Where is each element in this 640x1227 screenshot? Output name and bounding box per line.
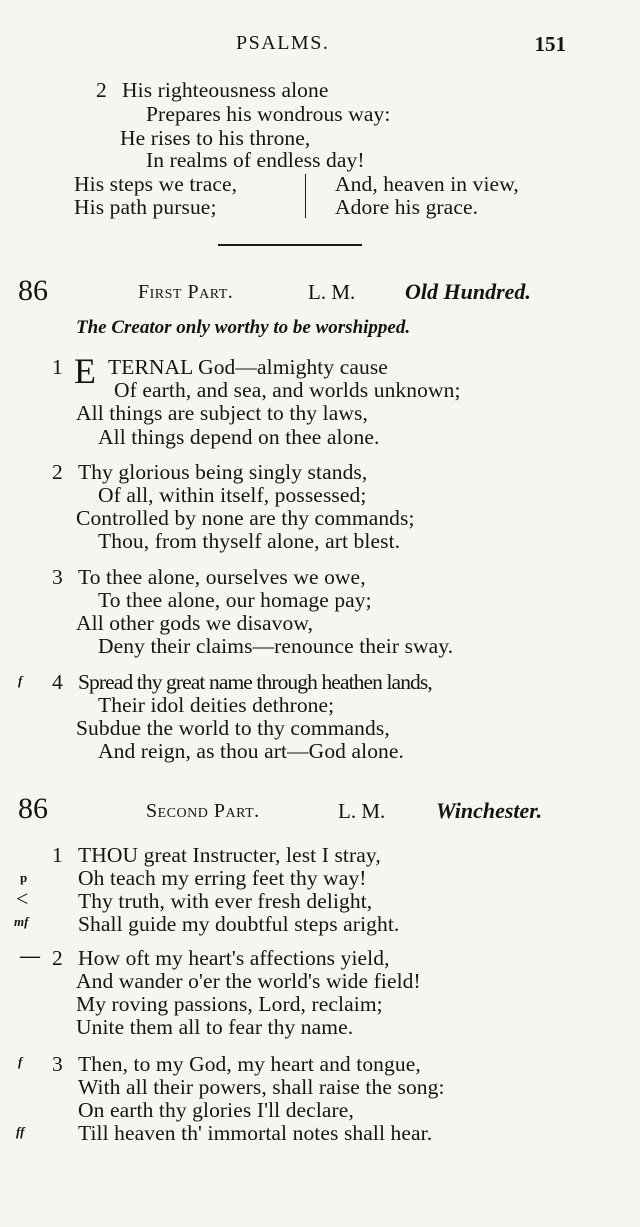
dynamic-mark: — [20,945,40,967]
dynamic-mark: f [18,1054,23,1069]
verse-line: All things are subject to thy laws, [76,401,368,425]
dynamic-mark: ff [16,1124,25,1139]
verse-line: All things depend on thee alone. [98,425,380,449]
stanza-number: 2 [52,460,63,484]
verse-line: My roving passions, Lord, reclaim; [76,992,383,1016]
stanza-number: 1 [52,843,63,867]
verse-line: With all their powers, shall raise the song: [78,1075,445,1099]
stanza-number: 3 [52,565,63,589]
verse-line: Of all, within itself, possessed; [98,483,367,507]
verse-line: He rises to his throne, [120,126,311,150]
verse-line: On earth thy glories I'll declare, [78,1098,354,1122]
stanza-number: 2 [96,78,107,102]
verse-line: Then, to my God, my heart and tongue, [78,1052,421,1076]
verse-line: To thee alone, ourselves we owe, [78,565,366,589]
verse-line: Unite them all to fear thy name. [76,1015,354,1039]
verse-line: Thy truth, with ever fresh delight, [78,889,373,913]
part-title: Second Part. [146,800,260,822]
verse-line: Prepares his wondrous way: [146,102,391,126]
verse-line: Deny their claims—renounce their sway. [98,634,454,658]
verse-line: Their idol deities dethrone; [98,693,335,717]
column-divider [305,174,306,218]
verse-line: Thou, from thyself alone, art blest. [98,529,401,553]
verse-line: Shall guide my doubtful steps aright. [78,912,400,936]
verse-line-left: His steps we trace, [74,172,238,196]
tune-name: Winchester. [436,798,543,823]
hymn-number: 86 [18,792,48,825]
verse-line: TERNAL God—almighty cause [108,355,388,379]
verse-line: Subdue the world to thy commands, [76,716,390,740]
hymn-number: 86 [18,274,48,307]
verse-line: Spread thy great name through heathen lands, [78,670,432,694]
verse-line-right: And, heaven in view, [335,172,519,196]
meter: L. M. [338,799,386,823]
verse-line-right: Adore his grace. [335,195,479,219]
verse-line-left: His path pursue; [74,195,217,219]
verse-line: In realms of endless day! [146,148,365,172]
dynamic-mark: mf [14,914,29,929]
part-title: First Part. [138,281,234,303]
verse-line: To thee alone, our homage pay; [98,588,372,612]
dynamic-mark: < [16,886,29,911]
stanza-number: 2 [52,946,63,970]
dynamic-mark: f [18,673,23,688]
verse-line: And reign, as thou art—God alone. [98,739,405,763]
verse-line: Oh teach my erring feet thy way! [78,866,367,890]
verse-line: Thy glorious being singly stands, [78,460,368,484]
meter: L. M. [308,280,356,304]
verse-line: Of earth, and sea, and worlds unknown; [114,378,461,402]
verse-line: All other gods we disavow, [76,611,314,635]
dynamic-mark: p [20,870,28,885]
verse-line: His righteousness alone [122,78,329,102]
tune-name: Old Hundred. [405,279,531,304]
stanza-number: 1 [52,355,63,379]
verse-line: Till heaven th' immortal notes shall hear. [78,1121,433,1145]
running-head: PSALMS. [236,32,330,54]
stanza-number: 3 [52,1052,63,1076]
verse-line: Controlled by none are thy commands; [76,506,415,530]
hymn-subject: The Creator only worthy to be worshipped. [76,317,411,338]
verse-line: How oft my heart's affections yield, [78,946,390,970]
verse-line: And wander o'er the world's wide field! [76,969,421,993]
drop-cap: E [74,351,96,391]
page-number: 151 [534,32,566,56]
stanza-number: 4 [52,670,63,694]
section-rule [218,244,362,246]
verse-line: THOU great Instructer, lest I stray, [78,843,381,867]
